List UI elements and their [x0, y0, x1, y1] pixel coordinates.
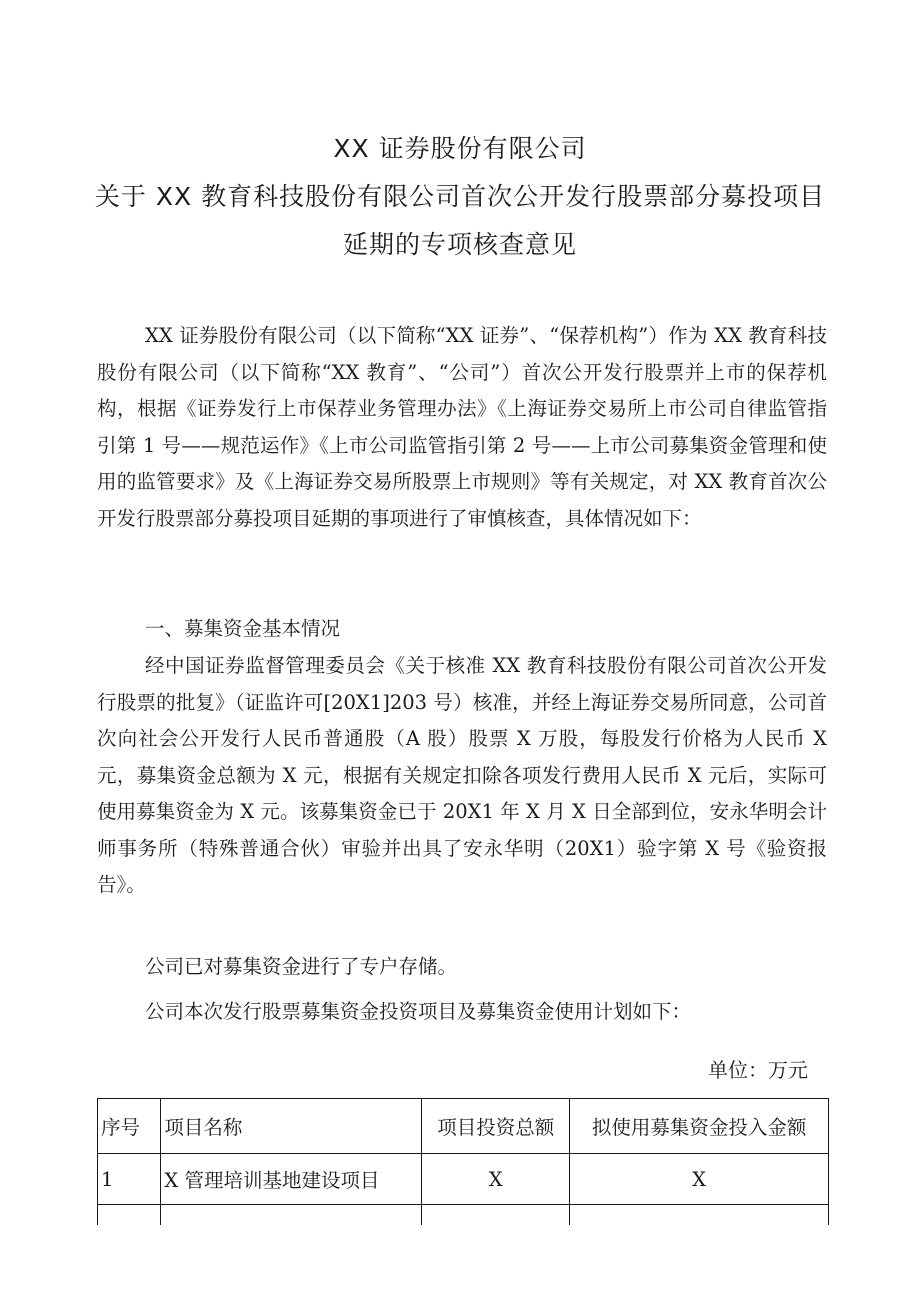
header-total-investment: 项目投资总额 [422, 1099, 570, 1154]
fund-overview-paragraph: 经中国证券监督管理委员会《关于核准 XX 教育科技股份有限公司首次公开发行股票的批复》（证监许可[20X1]203 号）核准，并经上海证券交易所同意，公司首次向社会公开发行人民币普通股（A 股）股票 X 万股，每股发行价格为人民币 X 元，募集资金总额为 X 元，根据有关规定扣除各项发行费用人民币 X 元后，实际可使用募集资金为 X 元。该募集资金已于 20X1 年 X 月 X 日全部到位，安永华明会计师事务所（特殊普通合伙）审验并出具了安永华明（20X1）验字第 X 号《验资报告》。 [97, 654, 827, 896]
plan-intro-paragraph: 公司本次发行股票募集资金投资项目及募集资金使用计划如下： [145, 1000, 692, 1023]
cell-raised-fund-use: X [570, 1154, 829, 1205]
header-project-name: 项目名称 [161, 1099, 422, 1154]
intro-paragraph: XX 证券股份有限公司（以下简称“XX 证券”、“保荐机构”）作为 XX 教育科技股份有限公司（以下简称“XX 教育”、“公司”）首次公开发行股票并上市的保荐机构，根据《证券发行上市保荐业务管理办法》《上海证券交易所上市公司自律监管指引第 1 号——规范运作》《上市公司监管指引第 2 号——上市公司募集资金管理和使用的监管要求》及《上海证券交易所股票上市规则》等有关规定，对 XX 教育首次公开发行股票部分募投项目延期的事项进行了审慎核查，具体情况如下： [97, 324, 827, 530]
title-subject: 关于 XX 教育科技股份有限公司首次公开发行股票部分募投项目 [94, 182, 826, 211]
title-document-type: 延期的专项核查意见 [342, 230, 577, 259]
table-row [98, 1154, 829, 1205]
header-no: 序号 [98, 1099, 161, 1154]
section-heading-fund-overview: 一、募集资金基本情况 [145, 617, 341, 640]
cell-no: 1 [98, 1154, 161, 1205]
fund-use-table [97, 1098, 829, 1225]
table-unit-label: 单位：万元 [708, 1058, 808, 1082]
cell-total-investment: X [422, 1154, 570, 1205]
storage-paragraph: 公司已对募集资金进行了专户存储。 [145, 955, 458, 978]
cell-project-name: X 管理培训基地建设项目 [161, 1154, 422, 1205]
header-raised-fund-use: 拟使用募集资金投入金额 [570, 1099, 829, 1154]
table-row-cut-off [98, 1205, 829, 1226]
title-company: XX 证券股份有限公司 [333, 134, 587, 163]
table-header-row [98, 1099, 829, 1154]
